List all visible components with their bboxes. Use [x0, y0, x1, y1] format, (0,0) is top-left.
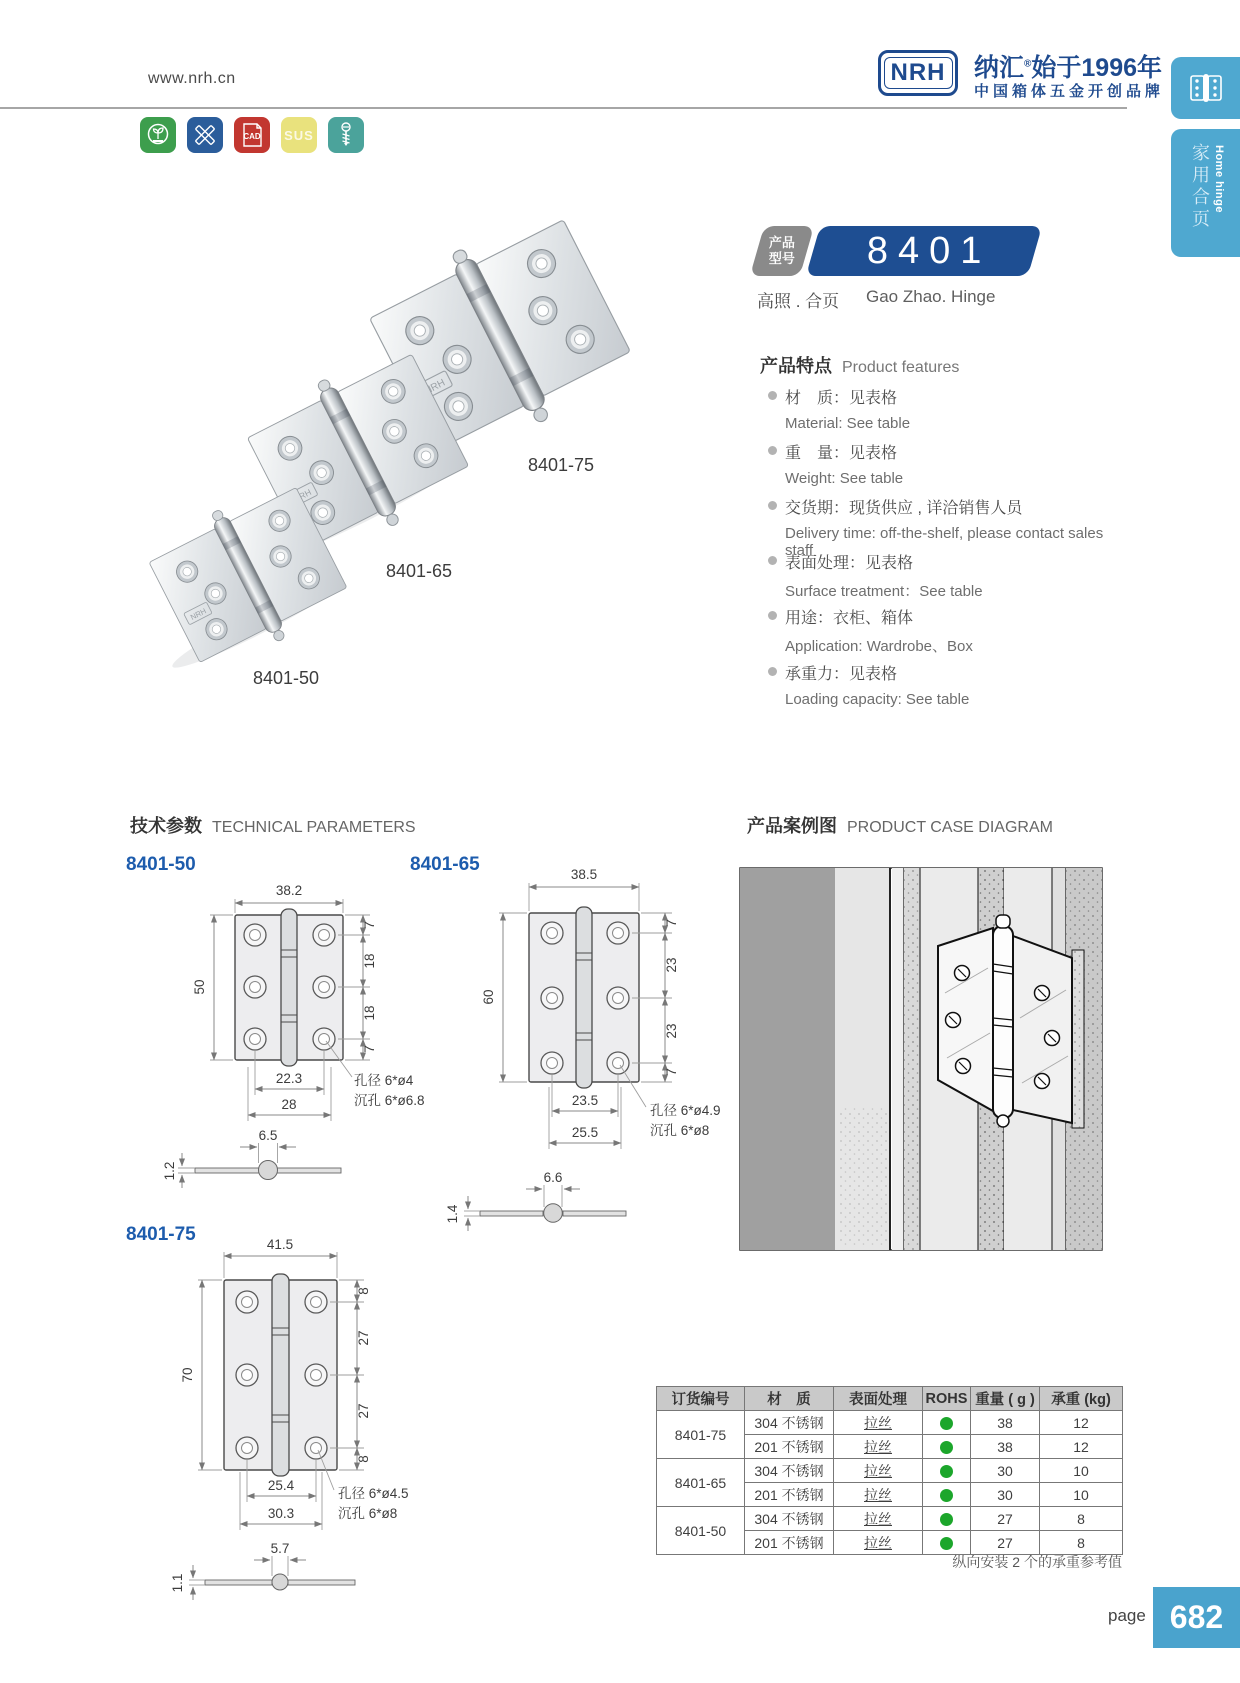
brand-name: 纳汇 — [974, 54, 1025, 82]
rohs-cell — [923, 1531, 971, 1555]
product-name-en: Gao Zhao. Hinge — [866, 287, 996, 306]
feature-item: 材 质：见表格 Material: See table — [768, 385, 1128, 432]
svg-text:孔径 6*ø4.9: 孔径 6*ø4.9 — [650, 1103, 721, 1118]
rohs-cell — [923, 1483, 971, 1507]
svg-text:7: 7 — [664, 1068, 679, 1076]
website-url: www.nrh.cn — [148, 70, 236, 87]
photo-label-50: 8401-50 — [253, 668, 320, 688]
svg-text:8: 8 — [356, 1287, 371, 1295]
features-title — [760, 352, 959, 378]
svg-text:25.5: 25.5 — [571, 1125, 599, 1140]
tech-diagram-65 — [400, 855, 740, 1270]
bullet-dot — [768, 667, 777, 676]
category-label-zh: 家用合页 — [1190, 143, 1210, 231]
svg-text:41.5: 41.5 — [266, 1237, 294, 1252]
svg-text:70: 70 — [180, 1367, 195, 1383]
bullet-dot — [768, 556, 777, 565]
bullet-dot — [768, 501, 777, 510]
col-order-no: 订货编号 — [657, 1387, 745, 1411]
badge-line2: 型号 — [768, 251, 795, 266]
col-material: 材 质 — [745, 1387, 834, 1411]
rohs-cell — [923, 1435, 971, 1459]
svg-text:30.3: 30.3 — [267, 1506, 295, 1521]
rohs-cell — [923, 1411, 971, 1435]
svg-text:23: 23 — [664, 957, 679, 973]
registered-mark: ® — [1024, 58, 1032, 70]
bullet-dot — [768, 611, 777, 620]
sidebar-tab-category[interactable] — [1171, 129, 1240, 257]
feature-item: 用途：衣柜、箱体 Application: Wardrobe、Box — [768, 605, 1128, 656]
svg-text:38.5: 38.5 — [570, 867, 598, 882]
svg-text:孔径 6*ø4: 孔径 6*ø4 — [354, 1073, 414, 1088]
diagram-label-50: 8401-50 — [126, 854, 196, 875]
cad-icon — [234, 117, 270, 153]
category-label-en: Home hinge — [1213, 145, 1225, 213]
diagram-label-65: 8401-65 — [410, 854, 480, 875]
hinge-icon — [1188, 72, 1224, 104]
table-row: 8401-50 304 不锈钢 拉丝 27 8 — [657, 1507, 1123, 1531]
rohs-pass-dot — [940, 1537, 953, 1550]
page-number-box — [1153, 1587, 1240, 1648]
svg-text:60: 60 — [481, 989, 496, 1005]
bullet-dot — [768, 446, 777, 455]
svg-text:23.5: 23.5 — [571, 1093, 599, 1108]
rohs-cell — [923, 1507, 971, 1531]
svg-text:50: 50 — [192, 979, 207, 995]
svg-text:6.5: 6.5 — [258, 1128, 278, 1143]
rohs-pass-dot — [940, 1513, 953, 1526]
svg-text:25.4: 25.4 — [267, 1478, 295, 1493]
sus-icon — [281, 117, 317, 153]
feature-item: 承重力：见表格 Loading capacity: See table — [768, 661, 1128, 708]
cert-icon-row — [140, 117, 364, 153]
cross-section-50 — [162, 1128, 341, 1188]
feature-item: 表面处理：见表格 Surface treatment：See table — [768, 550, 1128, 601]
svg-text:沉孔 6*ø8: 沉孔 6*ø8 — [338, 1506, 398, 1521]
svg-text:7: 7 — [362, 921, 377, 929]
model-cell: 8401-65 — [657, 1459, 745, 1507]
table-note: 纵向安装 2 个的承重参考值 — [952, 1554, 1122, 1570]
badge-model-number — [806, 226, 1042, 276]
svg-text:23: 23 — [664, 1023, 679, 1039]
rohs-pass-dot — [940, 1465, 953, 1478]
svg-text:7: 7 — [664, 919, 679, 927]
svg-text:27: 27 — [356, 1403, 371, 1419]
table-header-row — [657, 1387, 1123, 1411]
case-diagram — [740, 868, 1102, 1250]
header-divider — [0, 107, 1127, 109]
product-photo: NRH — [110, 185, 700, 700]
model-number: 8401 — [866, 229, 992, 272]
sidebar-tab-hinge[interactable] — [1171, 57, 1240, 119]
rohs-pass-dot — [940, 1417, 953, 1430]
col-rohs: ROHS — [923, 1387, 971, 1411]
table-row: 201 不锈钢 拉丝 38 12 — [657, 1435, 1123, 1459]
badge-line1: 产品 — [768, 234, 795, 250]
table-row: 8401-65 304 不锈钢 拉丝 30 10 — [657, 1459, 1123, 1483]
model-cell: 8401-50 — [657, 1507, 745, 1555]
photo-label-75: 8401-75 — [528, 455, 595, 475]
table-row: 201 不锈钢 拉丝 30 10 — [657, 1483, 1123, 1507]
svg-text:沉孔 6*ø8: 沉孔 6*ø8 — [650, 1123, 710, 1138]
page-label: page — [1108, 1606, 1146, 1625]
spec-table — [656, 1386, 1123, 1555]
svg-text:18: 18 — [362, 1005, 377, 1021]
svg-text:1.2: 1.2 — [162, 1161, 177, 1181]
svg-text:7: 7 — [362, 1045, 377, 1053]
svg-text:28: 28 — [281, 1097, 297, 1112]
cross-section-75 — [170, 1541, 355, 1600]
col-capacity: 承重 (kg) — [1040, 1387, 1123, 1411]
photo-label-65: 8401-65 — [386, 561, 453, 581]
svg-text:5.7: 5.7 — [270, 1541, 290, 1556]
rohs-pass-dot — [940, 1441, 953, 1454]
svg-text:27: 27 — [356, 1330, 371, 1346]
svg-text:22.3: 22.3 — [275, 1071, 303, 1086]
feature-item: 交货期：现货供应 , 详洽销售人员 Delivery time: off-the-shelf, please contact sales staff — [768, 495, 1128, 559]
features-title-en: Product features — [842, 359, 960, 376]
nrh-logo-text: NRH — [884, 57, 953, 89]
svg-text:8: 8 — [356, 1455, 371, 1463]
screw-icon — [328, 117, 364, 153]
sus-label: SUS — [284, 127, 314, 143]
badge-model-label — [750, 226, 814, 276]
col-surface: 表面处理 — [834, 1387, 923, 1411]
table-row: 201 不锈钢 拉丝 27 8 — [657, 1531, 1123, 1555]
svg-text:38.2: 38.2 — [275, 883, 303, 898]
product-name-zh: 高照 . 合页 — [757, 292, 840, 311]
table-row: 8401-75 304 不锈钢 拉丝 38 12 — [657, 1411, 1123, 1435]
svg-text:18: 18 — [362, 953, 377, 969]
features-title-zh: 产品特点 — [760, 356, 832, 376]
nrh-logo — [878, 50, 958, 96]
cad-label: CAD — [243, 132, 261, 141]
feature-item: 重 量：见表格 Weight: See table — [768, 440, 1128, 487]
case-diagram-title: 产品案例图 PRODUCT CASE DIAGRAM — [747, 816, 1053, 836]
brand-since: 始于1996年 — [1031, 54, 1163, 82]
col-weight: 重量 ( g ) — [971, 1387, 1040, 1411]
svg-text:6.6: 6.6 — [543, 1170, 563, 1185]
tech-diagram-75 — [110, 1237, 470, 1660]
eco-icon — [140, 117, 176, 153]
model-cell: 8401-75 — [657, 1411, 745, 1459]
svg-text:孔径 6*ø4.5: 孔径 6*ø4.5 — [338, 1486, 409, 1501]
rohs-pass-dot — [940, 1489, 953, 1502]
tech-params-title: 技术参数 TECHNICAL PARAMETERS — [130, 816, 416, 836]
diagram-label-75: 8401-75 — [126, 1224, 196, 1245]
page-number: 682 — [1169, 1599, 1224, 1635]
svg-text:沉孔 6*ø6.8: 沉孔 6*ø6.8 — [354, 1093, 425, 1108]
rohs-cell — [923, 1459, 971, 1483]
bullet-dot — [768, 391, 777, 400]
brand-slogan: 中国箱体五金开创品牌 — [974, 83, 1165, 100]
design-tools-icon — [187, 117, 223, 153]
svg-text:1.1: 1.1 — [170, 1573, 185, 1593]
cross-section-65 — [445, 1170, 626, 1231]
svg-text:1.4: 1.4 — [445, 1204, 460, 1224]
brand-line — [974, 48, 1162, 84]
